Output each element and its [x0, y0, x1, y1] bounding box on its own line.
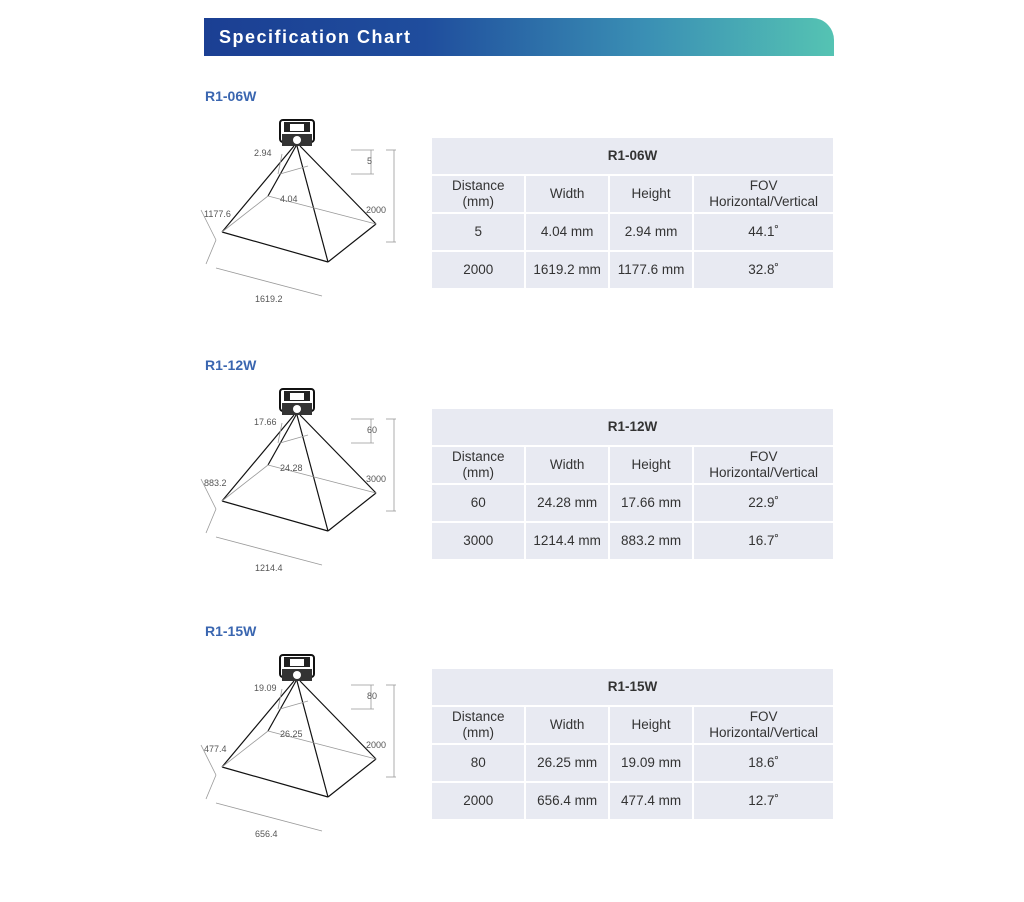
far-distance-label: 3000 — [366, 474, 387, 484]
cell-distance: 80 — [432, 745, 524, 781]
column-header-width: Width — [526, 447, 607, 483]
near-distance-label: 5 — [367, 156, 373, 166]
cell-width: 24.28 mm — [526, 485, 607, 521]
cell-fov: 18.6˚ — [694, 745, 833, 781]
near-width-label: 24.28 — [280, 463, 303, 473]
fov-diagram — [196, 114, 416, 344]
cell-width: 4.04 mm — [526, 214, 607, 250]
table-row — [432, 745, 833, 781]
cell-width: 656.4 mm — [526, 783, 607, 819]
cell-height: 1177.6 mm — [610, 252, 692, 288]
cell-distance: 2000 — [432, 252, 524, 288]
cell-width: 1619.2 mm — [526, 252, 607, 288]
column-header-height: Height — [610, 707, 692, 743]
cell-width: 26.25 mm — [526, 745, 607, 781]
near-distance-label: 60 — [367, 425, 378, 435]
cell-fov: 22.9˚ — [694, 485, 833, 521]
camera-icon — [280, 655, 314, 681]
cell-fov: 32.8˚ — [694, 252, 833, 288]
cell-distance: 2000 — [432, 783, 524, 819]
table-row — [432, 485, 833, 521]
column-header-distance: Distance (mm) — [432, 447, 524, 483]
spec-table — [430, 667, 835, 821]
model-label: R1-15W — [205, 623, 257, 639]
column-header-fov: FOV Horizontal/Vertical — [694, 707, 833, 743]
cell-height: 2.94 mm — [610, 214, 692, 250]
camera-icon — [280, 389, 314, 415]
camera-icon — [280, 120, 314, 146]
cell-distance: 5 — [432, 214, 524, 250]
far-width-label: 656.4 — [255, 829, 278, 839]
far-distance-label: 2000 — [366, 205, 387, 215]
table-row — [432, 783, 833, 819]
near-width-label: 26.25 — [280, 729, 303, 739]
near-width-label: 4.04 — [280, 194, 298, 204]
cell-distance: 3000 — [432, 523, 524, 559]
spec-section — [0, 623, 1024, 883]
table-row — [432, 252, 833, 288]
column-header-distance: Distance (mm) — [432, 176, 524, 212]
far-height-label: 477.4 — [204, 744, 227, 754]
header-banner — [204, 18, 834, 56]
table-title: R1-12W — [432, 409, 833, 445]
near-height-label: 17.66 — [254, 417, 277, 427]
spec-table — [430, 407, 835, 561]
cell-fov: 16.7˚ — [694, 523, 833, 559]
cell-height: 19.09 mm — [610, 745, 692, 781]
fov-diagram — [196, 649, 416, 879]
column-header-distance: Distance (mm) — [432, 707, 524, 743]
spec-section — [0, 88, 1024, 348]
column-header-height: Height — [610, 447, 692, 483]
far-height-label: 883.2 — [204, 478, 227, 488]
model-label: R1-12W — [205, 357, 257, 373]
fov-diagram — [196, 383, 416, 613]
near-height-label: 19.09 — [254, 683, 277, 693]
column-header-width: Width — [526, 707, 607, 743]
column-header-fov: FOV Horizontal/Vertical — [694, 447, 833, 483]
model-label: R1-06W — [205, 88, 257, 104]
spec-table — [430, 136, 835, 290]
table-row — [432, 214, 833, 250]
far-distance-label: 2000 — [366, 740, 387, 750]
table-title: R1-15W — [432, 669, 833, 705]
cell-width: 1214.4 mm — [526, 523, 607, 559]
cell-height: 477.4 mm — [610, 783, 692, 819]
cell-fov: 44.1˚ — [694, 214, 833, 250]
cell-fov: 12.7˚ — [694, 783, 833, 819]
near-distance-label: 80 — [367, 691, 378, 701]
spec-section — [0, 357, 1024, 617]
far-width-label: 1214.4 — [255, 563, 283, 573]
table-title: R1-06W — [432, 138, 833, 174]
column-header-fov: FOV Horizontal/Vertical — [694, 176, 833, 212]
column-header-height: Height — [610, 176, 692, 212]
near-height-label: 2.94 — [254, 148, 272, 158]
cell-height: 17.66 mm — [610, 485, 692, 521]
column-header-width: Width — [526, 176, 607, 212]
far-height-label: 1177.6 — [204, 209, 231, 219]
cell-distance: 60 — [432, 485, 524, 521]
table-row — [432, 523, 833, 559]
page-title: Specification Chart — [219, 27, 412, 47]
cell-height: 883.2 mm — [610, 523, 692, 559]
far-width-label: 1619.2 — [255, 294, 283, 304]
